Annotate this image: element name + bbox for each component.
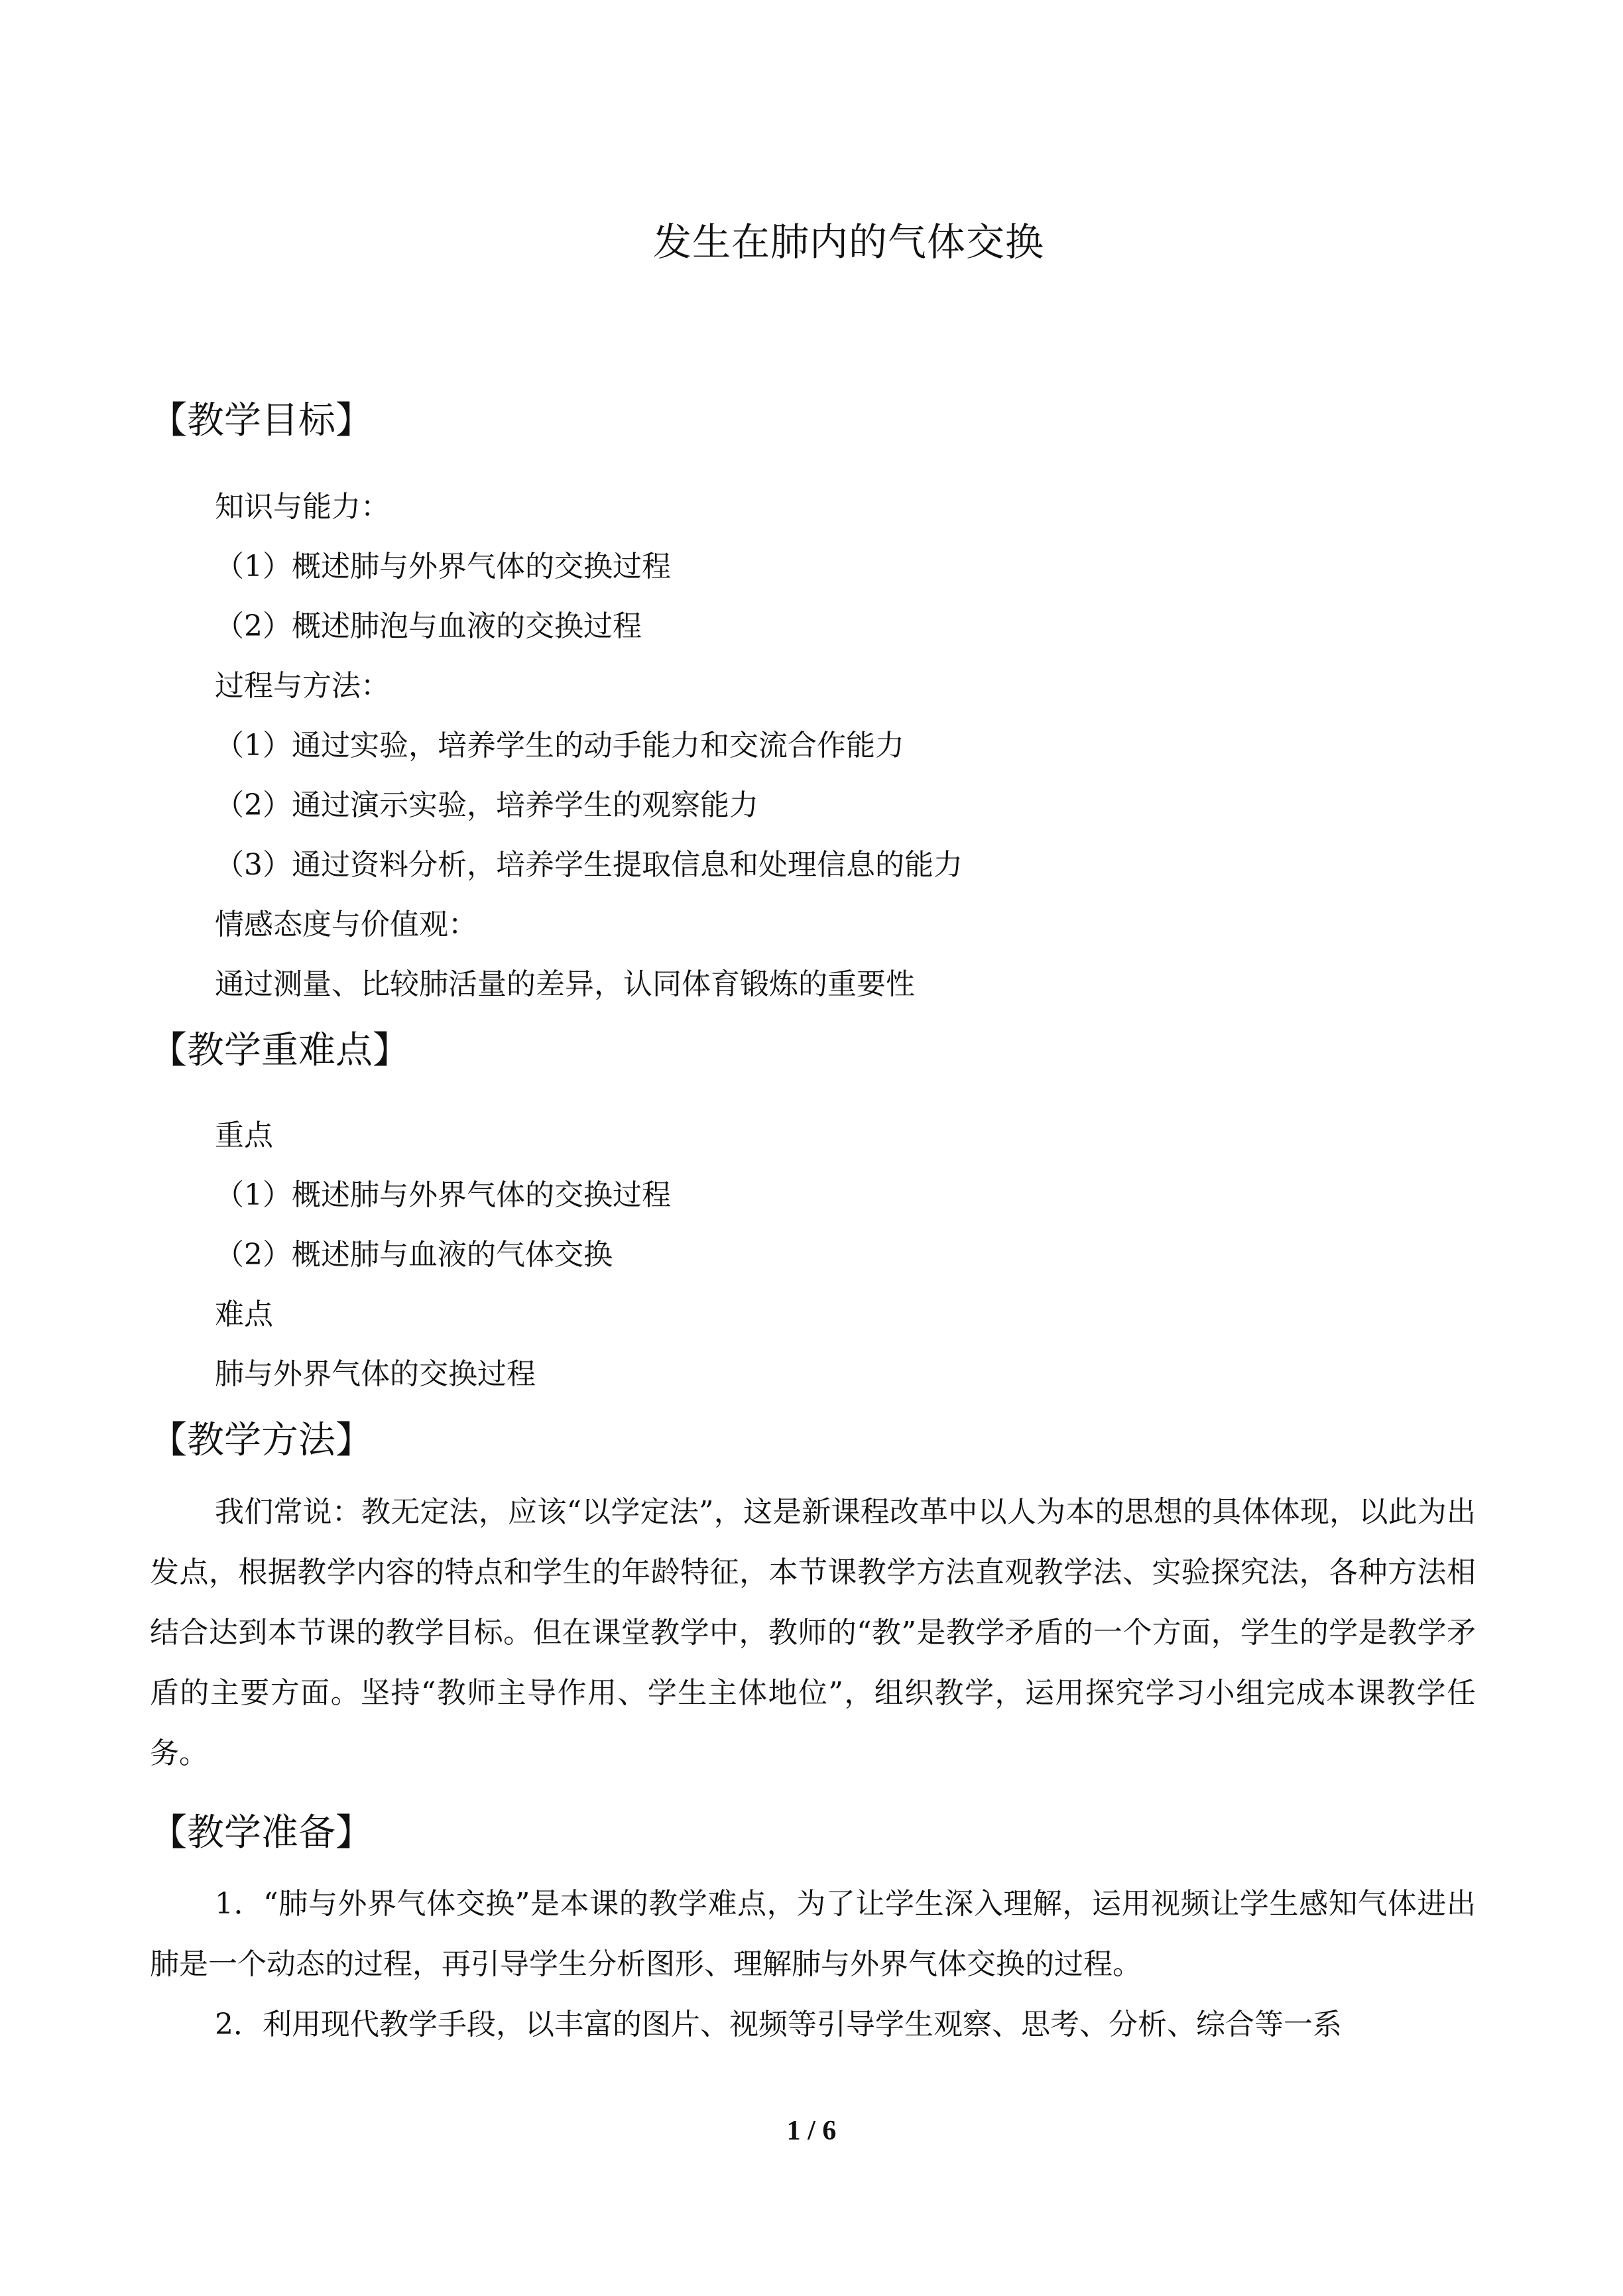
document-title: 发生在肺内的气体交换: [652, 219, 1044, 265]
methods-paragraph: 我们常说：教无定法，应该“以学定法”，这是新课程改革中以人为本的思想的具体体现，以此为出发点，根据教学内容的特点和学生的年龄特征，本节课教学方法直观教学法、实验探究法，各种方法相结合达到本节课的教学目标。但在课堂教学中，教师的“教”是教学矛盾的一个方面，学生的学是教学矛盾的主要方面。坚持“教师主导作用、学生主体地位”，组织教学，运用探究学习小组完成本课教学任务。: [150, 1495, 1476, 1770]
emotion-label: 情感态度与价值观：: [215, 908, 477, 941]
difficult-label: 难点: [215, 1298, 273, 1331]
key-label: 重点: [215, 1118, 273, 1152]
process-item-1: （1）通过实验，培养学生的动手能力和交流合作能力: [215, 729, 904, 762]
key-item-1: （1）概述肺与外界气体的交换过程: [215, 1178, 671, 1212]
section-heading-key-points: 【教学重难点】: [150, 1029, 410, 1072]
knowledge-item-1: （1）概述肺与外界气体的交换过程: [215, 550, 671, 583]
knowledge-item-2: （2）概述肺泡与血液的交换过程: [215, 609, 642, 643]
process-item-2: （2）通过演示实验，培养学生的观察能力: [215, 788, 758, 822]
preparation-item-1: 1．“肺与外界气体交换”是本课的教学难点，为了让学生深入理解，运用视频让学生感知气体进出肺是一个动态的过程，再引导学生分析图形、理解肺与外界气体交换的过程。: [150, 1887, 1476, 1981]
page-indicator: 1 / 6: [786, 2116, 837, 2146]
section-heading-methods: 【教学方法】: [150, 1419, 373, 1462]
emotion-text: 通过测量、比较肺活量的差异，认同体育锻炼的重要性: [215, 967, 915, 1001]
difficult-text: 肺与外界气体的交换过程: [215, 1357, 536, 1391]
section-heading-objectives: 【教学目标】: [150, 399, 373, 442]
key-item-2: （2）概述肺与血液的气体交换: [215, 1238, 613, 1272]
process-label: 过程与方法：: [215, 669, 390, 703]
knowledge-label: 知识与能力：: [215, 490, 390, 524]
preparation-item-2: 2．利用现代教学手段，以丰富的图片、视频等引导学生观察、思考、分析、综合等一系: [215, 2008, 1342, 2041]
section-heading-preparation: 【教学准备】: [150, 1811, 373, 1854]
process-item-3: （3）通过资料分析，培养学生提取信息和处理信息的能力: [215, 848, 963, 882]
